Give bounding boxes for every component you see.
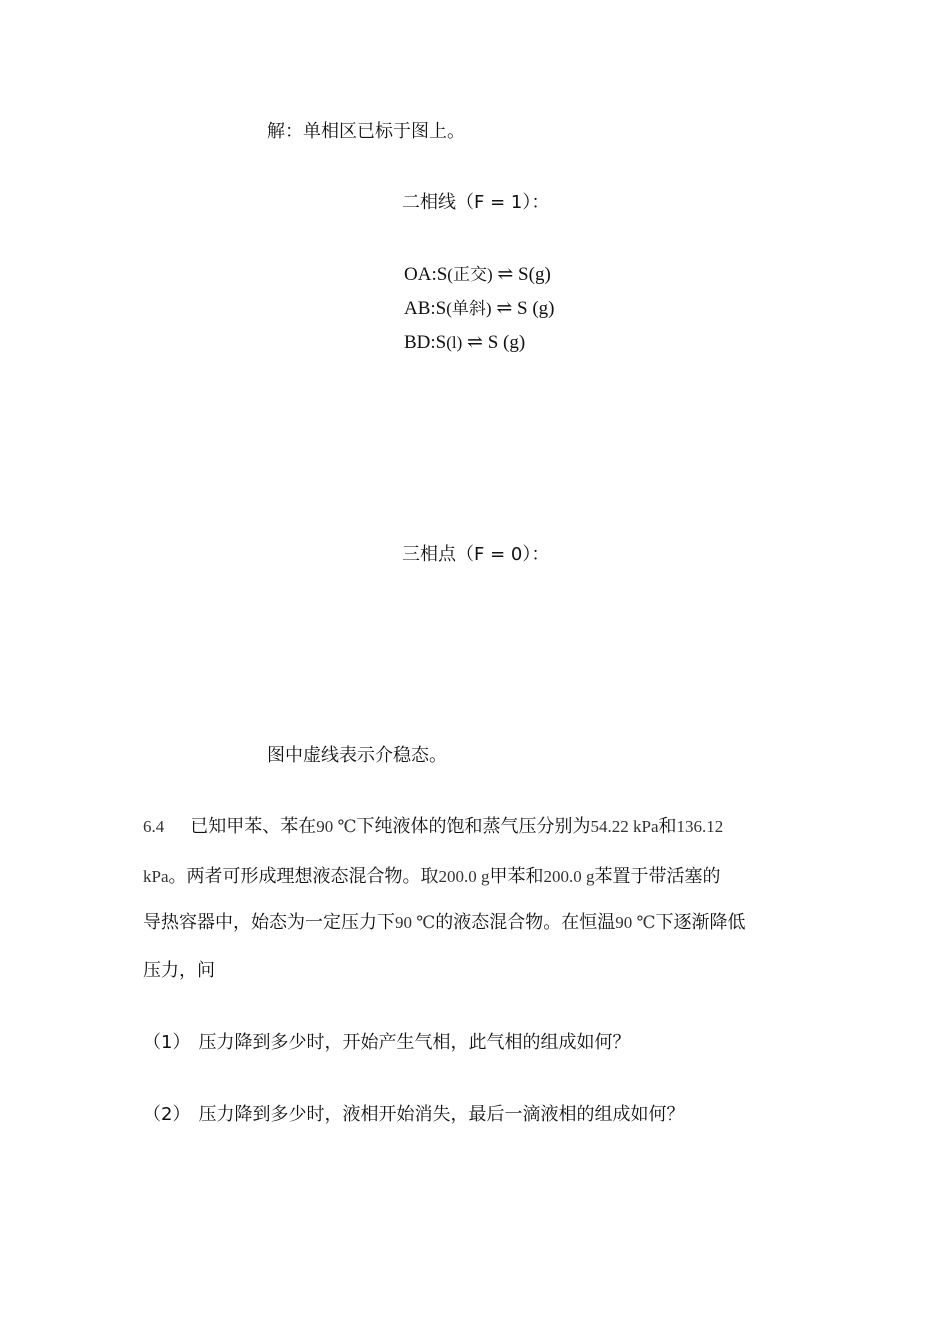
problem-text: 的液态混合物。在恒温 [435,912,616,933]
problem-text: 苯置于带活塞的 [594,866,721,887]
equation-rhs: S (g) [517,298,555,319]
equation-rhs: S(g) [518,264,551,285]
equilibrium-arrow: ⇌ [496,298,513,319]
mass-value: 200.0 g [438,867,490,886]
two-phase-equations [404,258,554,360]
problem-text: 已知甲苯、苯在 [190,816,317,837]
problem-line-3 [143,911,746,935]
triple-point-heading: 三相点（F = 0）： [402,544,550,565]
problem-line-1 [143,815,723,839]
temperature-value: 90 ℃ [316,817,357,836]
problem-line-4: 压力，问 [143,960,215,981]
pressure-value: 136.12 [676,817,724,836]
equilibrium-arrow: ⇌ [497,264,514,285]
equation-ab [404,292,554,326]
question-label: （2） [143,1104,191,1125]
equilibrium-arrow: ⇌ [467,332,483,353]
equation-phase: (单斜) [446,299,492,318]
problem-text: 导热容器中，始态为一定压力下 [143,912,395,933]
equation-lhs: BD:S [404,332,447,353]
problem-text: 下逐渐降低 [655,912,746,933]
equation-oa [404,258,554,292]
question-text: 压力降到多少时，开始产生气相，此气相的组成如何？ [198,1032,631,1053]
equation-phase: (l) [446,333,463,352]
equation-lhs: OA:S [404,264,448,285]
temperature-value: 90 ℃ [615,913,656,932]
pressure-value: 54.22 kPa [590,817,659,836]
question-text: 压力降到多少时，液相开始消失，最后一滴液相的组成如何？ [198,1104,685,1125]
problem-number: 6.4 [143,817,165,836]
temperature-value: 90 ℃ [395,913,436,932]
mass-value: 200.0 g [543,867,595,886]
equation-phase: (正交) [447,265,493,284]
question-label: （1） [143,1032,191,1053]
equation-bd [404,326,554,360]
problem-text: 下纯液体的饱和蒸气压分别为 [356,816,591,837]
problem-line-2 [143,865,721,889]
question-1 [143,1031,630,1055]
question-2 [143,1103,684,1127]
dashed-line-note: 图中虚线表示介稳态。 [267,745,447,766]
solution-intro: 解：单相区已标于图上。 [267,121,465,142]
equation-lhs: AB:S [404,298,447,319]
problem-text: 和 [658,816,677,837]
unit-value: kPa [143,867,169,886]
equation-rhs: S (g) [487,332,526,353]
two-phase-heading: 二相线（F = 1）： [402,192,550,213]
problem-text: 甲苯和 [489,866,544,887]
problem-text: 。两者可形成理想液态混合物。取 [168,866,439,887]
